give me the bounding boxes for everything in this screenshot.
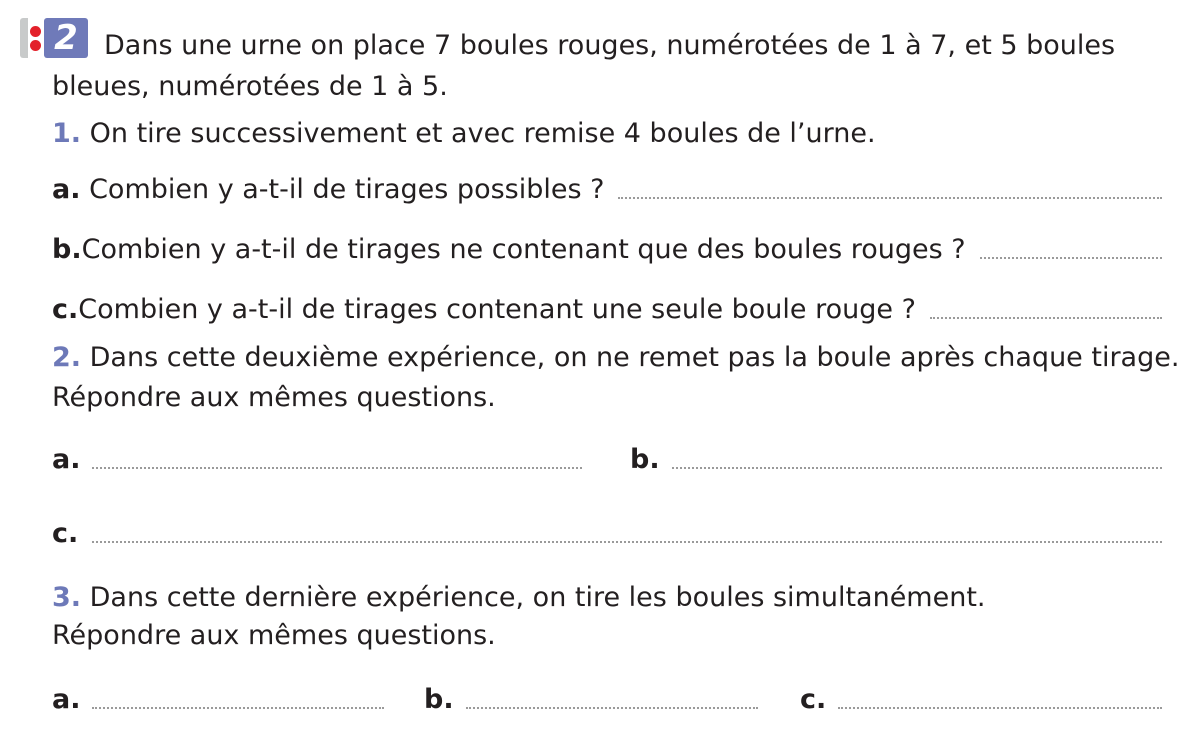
q1-number: 1. xyxy=(52,118,82,149)
intro-line-1 xyxy=(104,30,1162,61)
q2b-letter: b. xyxy=(630,444,660,475)
exercise-number: 2 xyxy=(44,18,88,58)
q3c-cell xyxy=(800,684,1162,715)
q3c-letter: c. xyxy=(800,684,827,715)
intro-text-1: Dans une urne on place 7 boules rouges, numérotées de 1 à 7, et 5 boules xyxy=(104,30,1116,61)
q3-line-2 xyxy=(52,620,1162,651)
q3-text-2: Répondre aux mêmes questions. xyxy=(52,620,496,651)
q1a-answer-line[interactable] xyxy=(618,197,1162,199)
q3b-cell xyxy=(424,684,758,715)
q3b-letter: b. xyxy=(424,684,454,715)
q3-text-1: Dans cette dernière expérience, on tire les boules simultanément. xyxy=(89,582,986,613)
q3a-answer-line[interactable] xyxy=(92,707,384,709)
q1a-letter: a. xyxy=(52,174,81,205)
q1-header xyxy=(52,118,1162,149)
q3a-cell xyxy=(52,684,384,715)
q3-number: 3. xyxy=(52,582,82,613)
q3-header xyxy=(52,582,1162,613)
badge-tab xyxy=(20,18,28,58)
q2a-answer-line[interactable] xyxy=(92,467,582,469)
q2c-letter: c. xyxy=(52,518,79,549)
q2c-row xyxy=(52,518,1162,549)
q1b-text: Combien y a-t-il de tirages ne contenant que des boules rouges ? xyxy=(81,234,966,265)
q1a-row xyxy=(52,174,1162,205)
q1c-answer-line[interactable] xyxy=(930,317,1162,319)
q2a-cell xyxy=(52,444,582,475)
exercise-badge xyxy=(20,18,96,58)
q2a-letter: a. xyxy=(52,444,81,475)
q2b-answer-line[interactable] xyxy=(672,467,1162,469)
q2b-cell xyxy=(630,444,1162,475)
q1c-row xyxy=(52,294,1162,325)
q1c-letter: c. xyxy=(52,294,79,325)
q2c-answer-line[interactable] xyxy=(92,541,1162,543)
q3c-answer-line[interactable] xyxy=(838,707,1162,709)
q2-number: 2. xyxy=(52,342,82,373)
q1a-text: Combien y a-t-il de tirages possibles ? xyxy=(89,174,605,205)
q1-text: On tire successivement et avec remise 4 boules de l’urne. xyxy=(89,118,876,149)
q2-header xyxy=(52,342,1180,373)
q2-line-2 xyxy=(52,382,1162,413)
divide-icon xyxy=(28,18,44,58)
q3b-answer-line[interactable] xyxy=(466,707,758,709)
q2-ab-row xyxy=(52,444,1162,475)
q2-text-2: Répondre aux mêmes questions. xyxy=(52,382,496,413)
intro-line-2 xyxy=(52,71,1162,102)
intro-text-2: bleues, numérotées de 1 à 5. xyxy=(52,71,448,102)
q3a-letter: a. xyxy=(52,684,81,715)
q1c-text: Combien y a-t-il de tirages contenant une seule boule rouge ? xyxy=(78,294,916,325)
q1b-row xyxy=(52,234,1162,265)
q1b-answer-line[interactable] xyxy=(980,257,1162,259)
q3-abc-row xyxy=(52,684,1162,715)
q1b-letter: b. xyxy=(52,234,82,265)
q2-text-1: Dans cette deuxième expérience, on ne remet pas la boule après chaque tirage. xyxy=(89,342,1180,373)
